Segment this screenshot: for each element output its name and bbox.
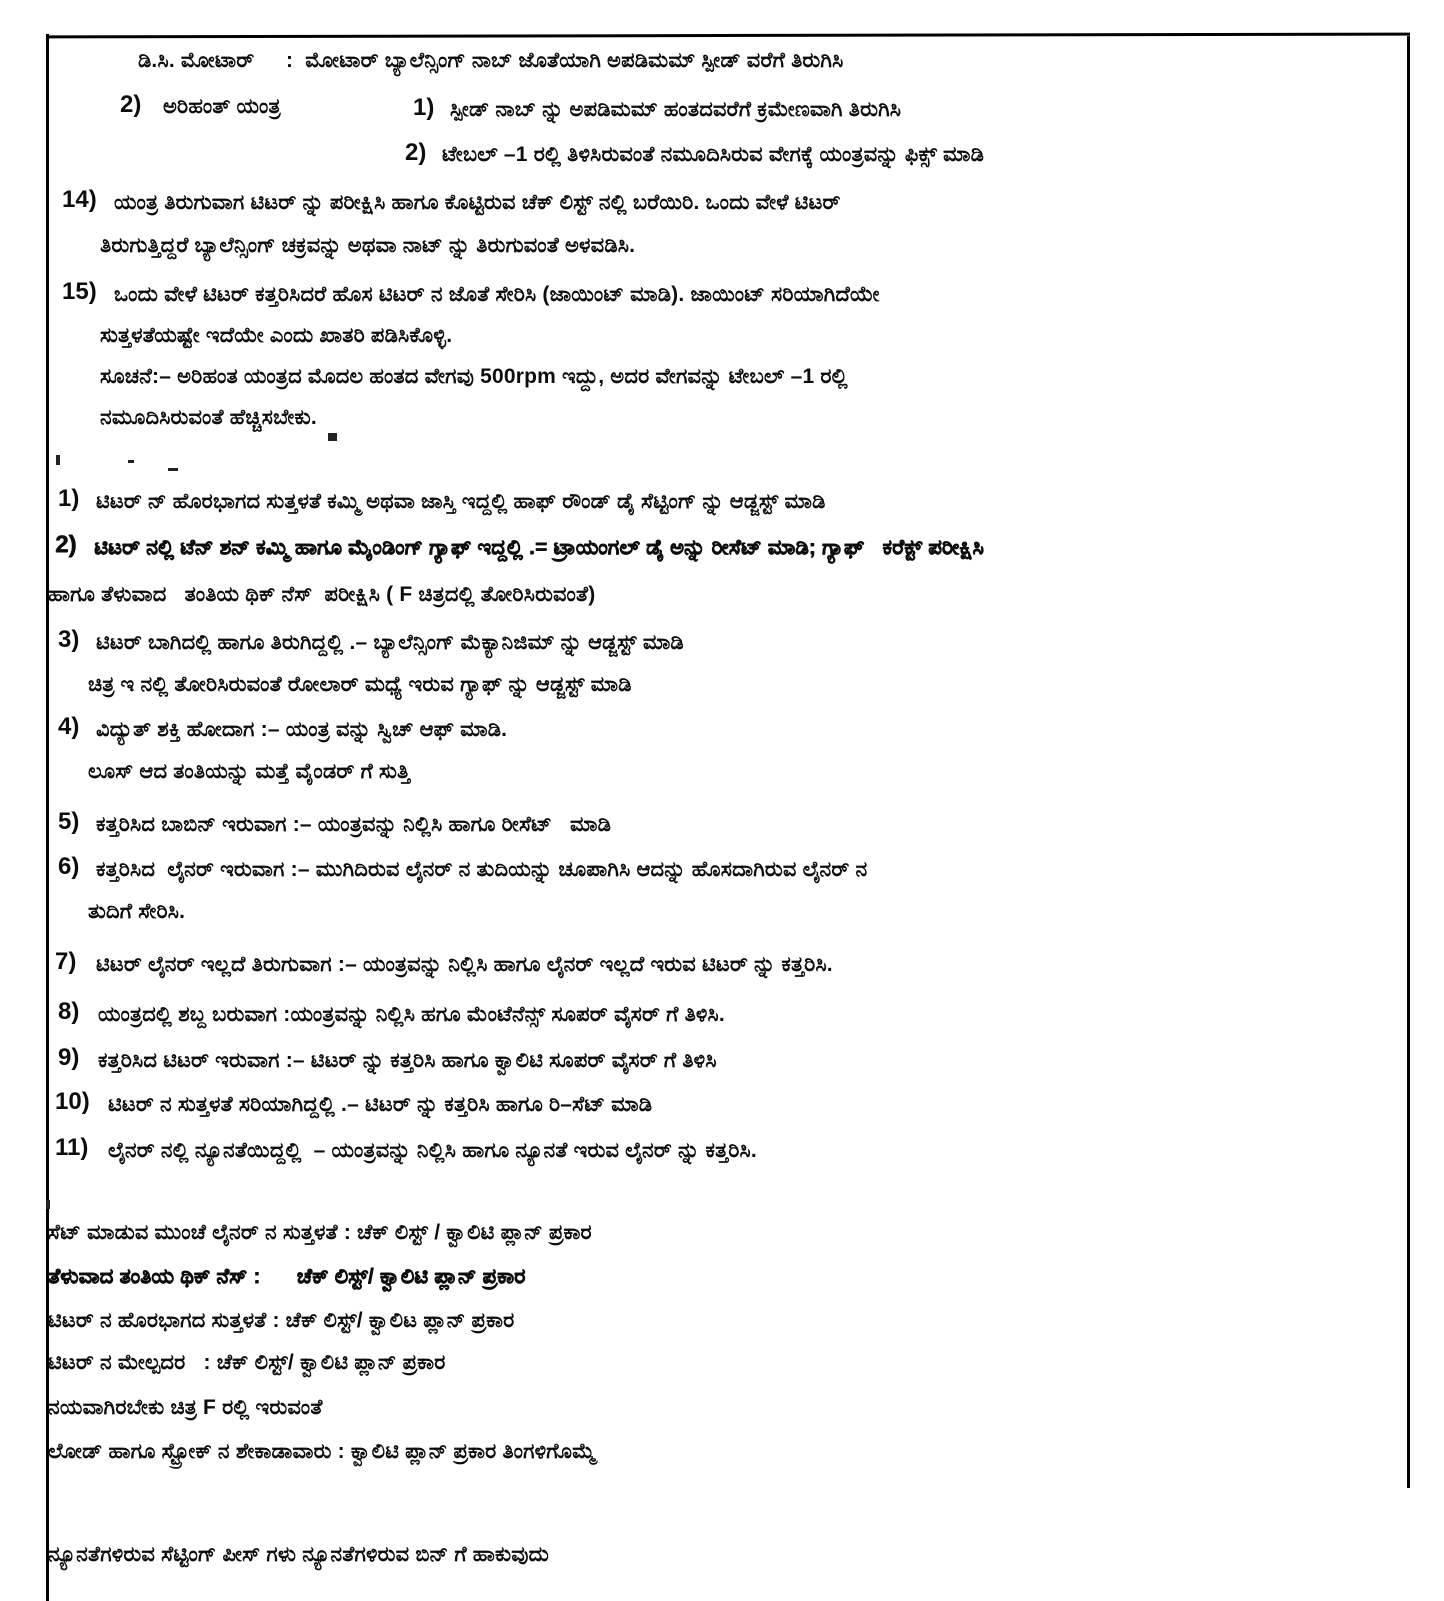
border-top — [46, 33, 1410, 39]
border-right — [1407, 36, 1410, 1488]
spec-teter-outer-circumference: ಟಿಟರ್ ನ ಹೊರಭಾಗದ ಸುತ್ತಳತೆ : ಚೆಕ್ ಲಿಸ್ಟ್/ ಕ್ವಾಲಿಟ ಪ್ಲಾನ್ ಪ್ರಕಾರ — [48, 1309, 515, 1332]
fault-1-line-1: ಟಿಟರ್ ನ್ ಹೊರಭಾಗದ ಸುತ್ತಳತೆ ಕಮ್ಮಿ ಅಥವಾ ಜಾಸ್ತಿ ಇದ್ದಲ್ಲಿ ಹಾಫ್ ರೌಂಡ್ ಡೈ ಸೆಟ್ಟಿಂಗ್ ನ್ನು ಆಡ್ಜಸ್ಟ್ ಮಾಡಿ — [96, 490, 826, 513]
scan-noise-speck — [46, 1200, 50, 1209]
fault-10-line-1: ಟಿಟರ್ ನ ಸುತ್ತಳತೆ ಸರಿಯಾಗಿದ್ದಲ್ಲಿ .– ಟಿಟರ್ ನ್ನು ಕತ್ತರಿಸಿ ಹಾಗೂ ರಿ–ಸೆಟ್ ಮಾಡಿ — [108, 1093, 653, 1116]
spec-teter-surface: ಟಿಟರ್ ನ ಮೇಲ್ಪದರ : ಚೆಕ್ ಲಿಸ್ಟ್/ ಕ್ವಾಲಿಟಿ ಪ್ಲಾನ್ ಪ್ರಕಾರ — [48, 1351, 446, 1374]
fault-7-number: 7) — [55, 948, 77, 975]
spec-thin-wire-thickness: ತೆಳುವಾದ ತಂತಿಯ ಥಿಕ್ ನೆಸ್ : ಚೆಕ್ ಲಿಸ್ಟ್/ ಕ್ವಾಲಿಟಿ ಪ್ಲಾನ್ ಪ್ರಕಾರ — [48, 1265, 526, 1288]
fault-5-number: 5) — [58, 808, 80, 835]
fault-4-line-2: ಲೂಸ್ ಆದ ತಂತಿಯನ್ನು ಮತ್ತೆ ವೈಂಡರ್ ಗೆ ಸುತ್ತಿ — [88, 760, 411, 783]
note-line-2: ನಮೂದಿಸಿರುವಂತೆ ಹೆಚ್ಚಿಸಬೇಕು. — [100, 406, 317, 429]
machine-label: ಅರಿಹಂತ್ ಯಂತ್ರ — [163, 95, 281, 118]
fault-3-line-2: ಚಿತ್ರ ಇ ನಲ್ಲಿ ತೋರಿಸಿರುವಂತೆ ರೋಲಾರ್ ಮಧ್ಯೆ ಇರುವ ಗ್ಯಾಫ್ ನ್ನು ಆಡ್ಜಸ್ಟ್ ಮಾಡಿ — [88, 673, 632, 696]
fault-11-number: 11) — [55, 1134, 89, 1161]
machine-sub2-number: 2) — [405, 139, 427, 166]
fault-2-line-2: ಹಾಗೂ ತೆಳುವಾದ ತಂತಿಯ ಥಿಕ್ ನೆಸ್ ಪರೀಕ್ಷಿಸಿ ( F ಚಿತ್ರದಲ್ಲಿ ತೋರಿಸಿರುವಂತೆ) — [48, 583, 596, 606]
step-14-number: 14) — [62, 186, 97, 213]
fault-6-line-2: ತುದಿಗೆ ಸೇರಿಸಿ. — [88, 900, 186, 923]
fault-7-line-1: ಟಿಟರ್ ಲೈನರ್ ಇಲ್ಲದೆ ತಿರುಗುವಾಗ :– ಯಂತ್ರವನ್ನು ನಿಲ್ಲಿಸಿ ಹಾಗೂ ಲೈನರ್ ಇಲ್ಲದೆ ಇರುವ ಟಿಟರ್ ನ್ನು ಕತ್ತರಿಸಿ. — [96, 953, 833, 976]
fault-4-line-1: ವಿದ್ಯುತ್ ಶಕ್ತಿ ಹೋದಾಗ :– ಯಂತ್ರ ವನ್ನು ಸ್ವಿಚ್ ಆಫ್ ಮಾಡಿ. — [96, 718, 508, 741]
fault-5-line-1: ಕತ್ತರಿಸಿದ ಬಾಬಿನ್ ಇರುವಾಗ :– ಯಂತ್ರವನ್ನು ನಿಲ್ಲಿಸಿ ಹಾಗೂ ರೀಸೆಟ್ ಮಾಡಿ — [96, 813, 612, 836]
fault-6-line-1: ಕತ್ತರಿಸಿದ ಲೈನರ್ ಇರುವಾಗ :– ಮುಗಿದಿರುವ ಲೈನರ್ ನ ತುದಿಯನ್ನು ಚೂಪಾಗಿಸಿ ಆದನ್ನು ಹೊಸದಾಗಿರುವ ಲೈನರ್ ನ — [96, 858, 868, 881]
machine-sub1-text: ಸ್ಪೀಡ್ ನಾಬ್ ನ್ನು ಅಪಡಿಮಮ್ ಹಂತದವರೆಗೆ ಕ್ರಮೇಣವಾಗಿ ತಿರುಗಿಸಿ — [450, 98, 902, 121]
fault-6-number: 6) — [58, 853, 80, 880]
fault-3-line-1: ಟಿಟರ್ ಬಾಗಿದಲ್ಲಿ ಹಾಗೂ ತಿರುಗಿದ್ದಲ್ಲಿ .– ಬ್ಯಾಲೆನ್ಸಿಂಗ್ ಮೆಕ್ಯಾನಿಜಿಮ್ ನ್ನು ಆಡ್ಜಸ್ಟ್ ಮಾಡಿ — [96, 631, 684, 654]
fault-8-line-1: ಯಂತ್ರದಲ್ಲಿ ಶಬ್ದ ಬರುವಾಗ :ಯಂತ್ರವನ್ನು ನಿಲ್ಲಿಸಿ ಹಗೂ ಮೆಂಟೆನೆನ್ಸ್ ಸೂಪರ್ ವೈಸರ್ ಗೆ ತಿಳಿಸಿ. — [98, 1003, 725, 1026]
fault-4-number: 4) — [58, 713, 80, 740]
step-15-line-2: ಸುತ್ತಳತೆಯಷ್ಟೇ ಇದೆಯೇ ಎಂದು ಖಾತರಿ ಪಡಿಸಿಕೊಳ್ಳಿ. — [100, 324, 453, 347]
fault-1-number: 1) — [58, 485, 80, 512]
spec-load-stroke-percentage: ಲೋಡ್ ಹಾಗೂ ಸ್ಟ್ರೋಕ್ ನ ಶೇಕಾಡಾವಾರು : ಕ್ವಾಲಿಟಿ ಪ್ಲಾನ್ ಪ್ರಕಾರ ತಿಂಗಳಿಗೊಮ್ಮೆ — [48, 1440, 596, 1463]
spec-smoothness-figure-f: ನಯವಾಗಿರಬೇಕು ಚಿತ್ರ F ರಲ್ಲಿ ಇರುವಂತೆ — [48, 1396, 323, 1419]
fault-10-number: 10) — [55, 1088, 90, 1115]
fault-2-line-1: ಟಿಟರ್ ನಲ್ಲಿ ಟೆನ್ ಶನ್ ಕಮ್ಮಿ ಹಾಗೂ ಮೈಂಡಿಂಗ್ ಗ್ಯಾಫ್ ಇದ್ದಲ್ಲಿ .= ಟ್ರಾಯಂಗಲ್ ಡೈ ಅನ್ನು ರೀಸೆಟ್ ಮಾಡಿ; ಗ್ಯಾಫ್ ಕರೆಕ್ಟ್ ಪರೀಕ್ಷಿಸಿ — [94, 536, 984, 559]
step-15-line-1: ಒಂದು ವೇಳೆ ಟಿಟರ್ ಕತ್ತರಿಸಿದರೆ ಹೊಸ ಟಿಟರ್ ನ ಜೊತೆ ಸೇರಿಸಿ (ಜಾಯಿಂಟ್ ಮಾಡಿ). ಜಾಯಿಂಟ್ ಸರಿಯಾಗಿದೆಯೇ — [114, 283, 880, 306]
footer-defective-pieces-line: ನ್ಯೂನತೆಗಳಿರುವ ಸೆಟ್ಟಿಂಗ್ ಪೀಸ್ ಗಳು ನ್ಯೂನತೆಗಳಿರುವ ಬಿನ್ ಗೆ ಹಾಕುವುದು — [48, 1543, 550, 1566]
fault-11-line-1: ಲೈನರ್ ನಲ್ಲಿ ನ್ಯೂನತೆಯಿದ್ದಲ್ಲಿ – ಯಂತ್ರವನ್ನು ನಿಲ್ಲಿಸಿ ಹಾಗೂ ನ್ಯೂನತೆ ಇರುವ ಲೈನರ್ ನ್ನು ಕತ್ತರಿಸಿ. — [108, 1139, 757, 1162]
scan-noise-speck — [328, 433, 337, 441]
fault-8-number: 8) — [58, 998, 80, 1025]
fault-2-number: 2) — [55, 531, 77, 558]
machine-sub1-number: 1) — [413, 94, 435, 121]
fault-9-number: 9) — [58, 1044, 80, 1071]
step-14-line-1: ಯಂತ್ರ ತಿರುಗುವಾಗ ಟಿಟರ್ ನ್ನು ಪರೀಕ್ಷಿಸಿ ಹಾಗೂ ಕೊಟ್ಟಿರುವ ಚೆಕ್ ಲಿಸ್ಟ್ ನಲ್ಲಿ ಬರೆಯಿರಿ. ಒಂದು ವೇಳೆ ಟಿಟರ್ — [114, 191, 841, 214]
dc-motor-label: ಡಿ.ಸಿ. ಮೋಟಾರ್ — [138, 49, 255, 72]
fault-3-number: 3) — [58, 626, 80, 653]
step-14-line-2: ತಿರುಗುತ್ತಿದ್ದರೆ ಬ್ಯಾಲೆನ್ಸಿಂಗ್ ಚಕ್ರವನ್ನು ಅಥವಾ ನಾಟ್ ನ್ನು ತಿರುಗುವಂತೆ ಅಳವಡಿಸಿ. — [100, 234, 636, 257]
machine-sub2-text: ಟೇಬಲ್ –1 ರಲ್ಲಿ ತಿಳಿಸಿರುವಂತೆ ನಮೂದಿಸಿರುವ ವೇಗಕ್ಕೆ ಯಂತ್ರವನ್ನು ಫಿಕ್ಸ್ ಮಾಡಿ — [442, 143, 985, 166]
step-15-number: 15) — [62, 278, 97, 305]
machine-item-number: 2) — [120, 91, 142, 118]
dc-motor-text: : ಮೋಟಾರ್ ಬ್ಯಾಲೆನ್ಸಿಂಗ್ ನಾಬ್ ಜೊತೆಯಾಗಿ ಅಪಡಿಮಮ್ ಸ್ಪೀಡ್ ವರೆಗೆ ತಿರುಗಿಸಿ — [286, 49, 844, 72]
note-line-1: ಸೂಚನೆ:– ಅರಿಹಂತ ಯಂತ್ರದ ಮೊದಲ ಹಂತದ ವೇಗವು 500rpm ಇದ್ದು, ಅದರ ವೇಗವನ್ನು ಟೇಬಲ್ –1 ರಲ್ಲಿ — [100, 365, 848, 388]
spec-liner-circumference: ಸೆಟ್ ಮಾಡುವ ಮುಂಚೆ ಲೈನರ್ ನ ಸುತ್ತಳತೆ : ಚೆಕ್ ಲಿಸ್ಟ್ / ಕ್ವಾಲಿಟಿ ಪ್ಲಾನ್ ಪ್ರಕಾರ — [48, 1221, 592, 1244]
scan-noise-speck — [168, 468, 178, 471]
scan-noise-speck — [56, 455, 60, 465]
fault-9-line-1: ಕತ್ತರಿಸಿದ ಟಿಟರ್ ಇರುವಾಗ :– ಟಿಟರ್ ನ್ನು ಕತ್ತರಿಸಿ ಹಾಗೂ ಕ್ವಾಲಿಟಿ ಸೂಪರ್ ವೈಸರ್ ಗೆ ತಿಳಿಸಿ — [98, 1049, 717, 1072]
scan-noise-speck — [128, 460, 134, 463]
